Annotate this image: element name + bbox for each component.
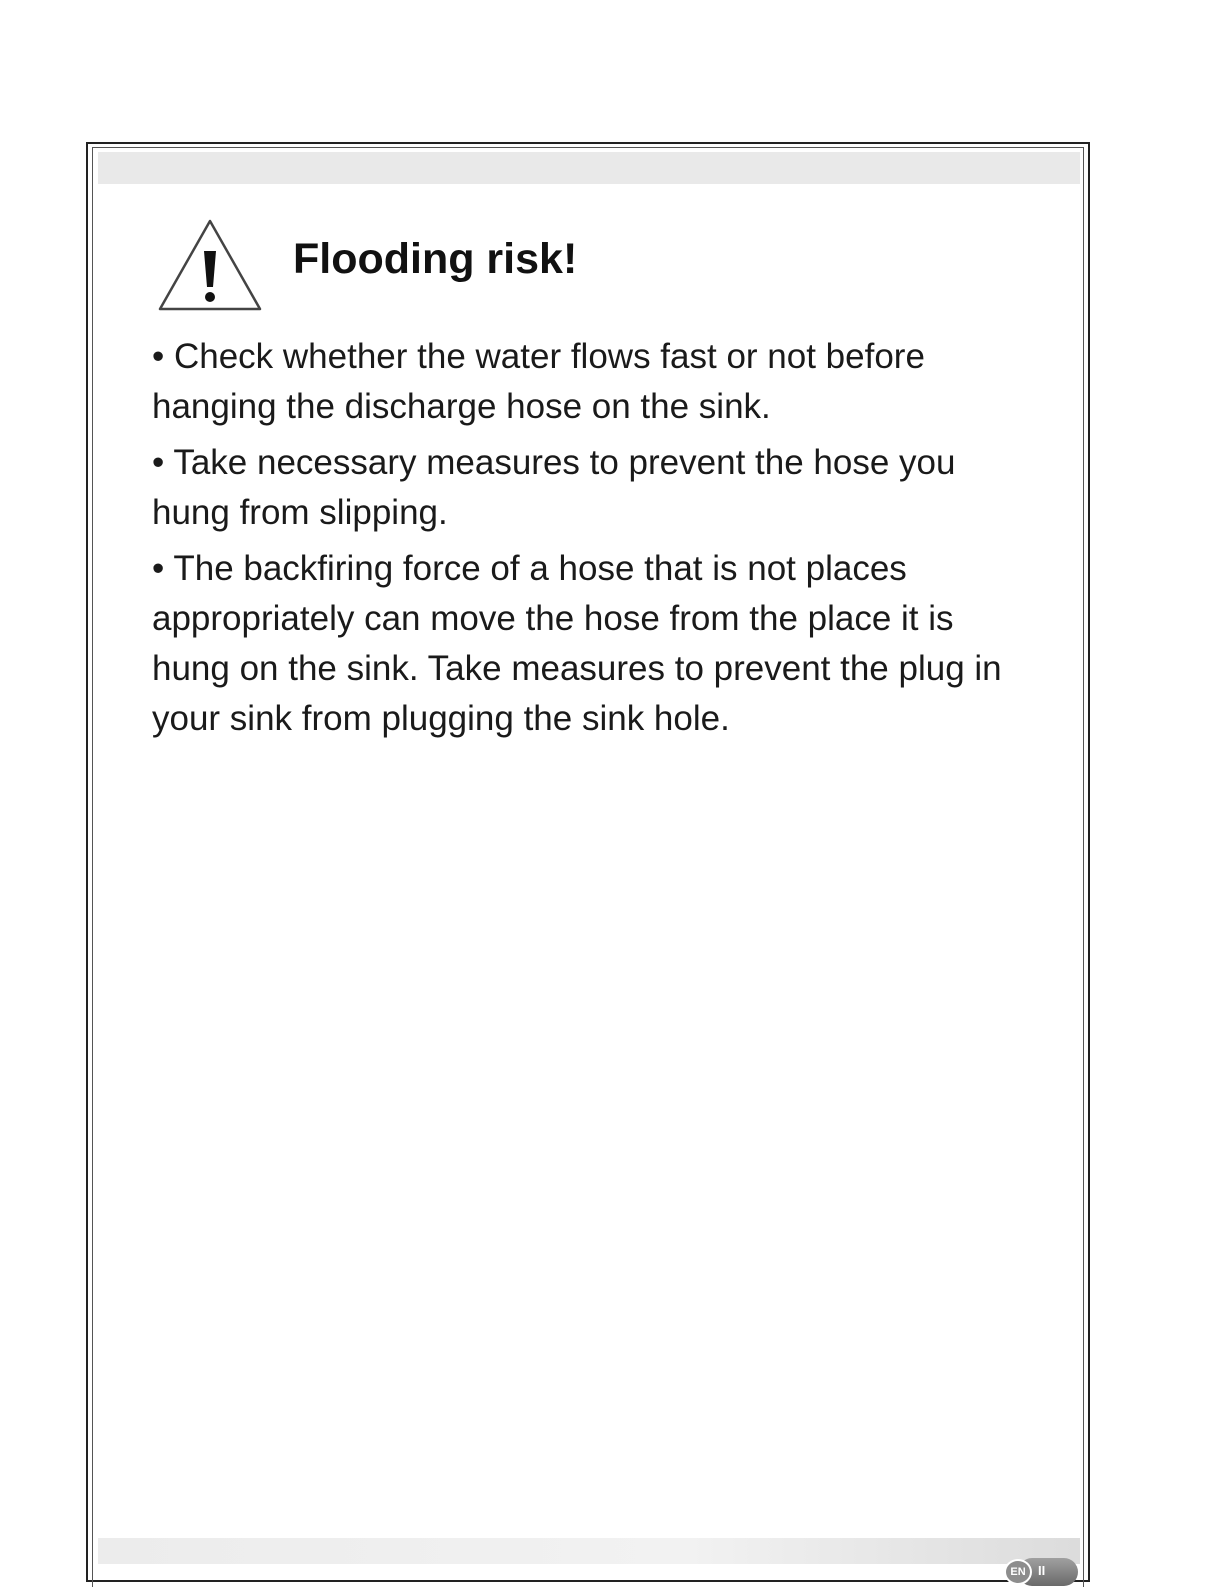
language-label: EN xyxy=(1004,1559,1032,1585)
warning-paragraph: • The backfiring force of a hose that is not places appropriately can move the hose from the place it is hung on the sink. Take measures to prevent the plug in your sink from plugging the sink hole. xyxy=(152,549,1002,738)
warning-content xyxy=(152,332,1012,750)
page-number-badge xyxy=(1004,1556,1078,1588)
page-title: Flooding risk! xyxy=(293,235,578,283)
footer-band xyxy=(98,1538,1080,1564)
warning-triangle-icon xyxy=(154,217,266,315)
page-number: II xyxy=(1038,1563,1046,1578)
warning-paragraph: • Take necessary measures to prevent the hose you hung from slipping. xyxy=(152,443,956,532)
header-band xyxy=(98,152,1080,184)
warning-paragraph: • Check whether the water flows fast or not before hanging the discharge hose on the sink. xyxy=(152,337,925,426)
